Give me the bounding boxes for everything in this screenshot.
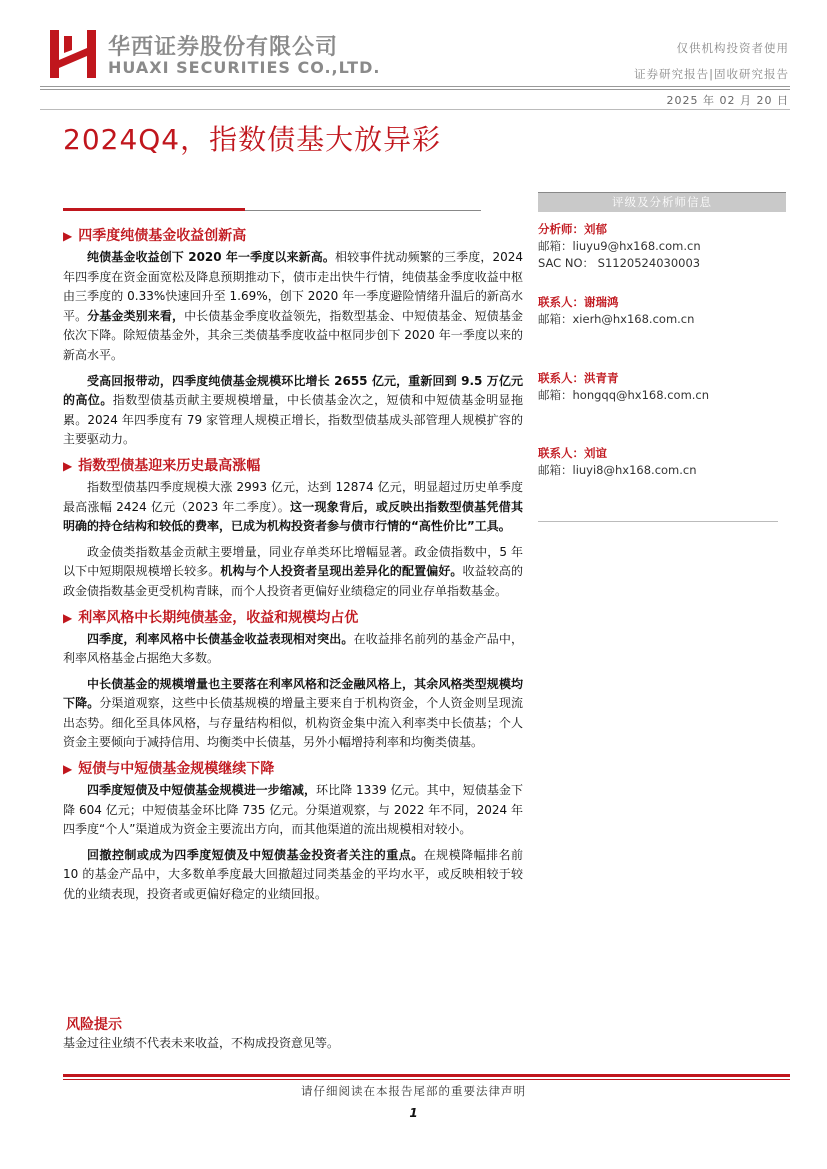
- section-heading: [63, 456, 523, 476]
- body-paragraph: [63, 846, 523, 905]
- analyst-info-heading: 评级及分析师信息: [538, 192, 786, 212]
- header-divider: [40, 86, 790, 87]
- emphasis-text: 受高回报带动，四季度纯债基金规模环比增长 2655 亿元，重新回到 9.5 万亿元的高位。: [63, 373, 523, 408]
- emphasis-text: 四季度短债及中短债基金规模进一步缩减，: [87, 783, 317, 798]
- body-text: 环比降 1339 亿元。其中，短债基金下降 604 亿元；中短债基金环比降 735 亿元。分渠道观察，与 2022 年不同，2024 年四季度“个人”渠道成为资金主要流出方向，而其他渠道的流出规模相对较小。: [63, 783, 523, 837]
- contact-card: [538, 445, 697, 479]
- body-text: 指数型债基四季度规模大涨 2993 亿元，达到 12874 亿元，明显超过历史单季度最高涨幅 2424 亿元（2023 年二季度）。: [63, 479, 523, 514]
- email-label: 邮箱：: [538, 239, 573, 253]
- person-role: 联系人：: [538, 295, 584, 309]
- body-text: 收益较高的政金债指数基金更受机构青睐，而个人投资者更偏好业绩稳定的同业存单指数基金。: [63, 564, 523, 598]
- email-link[interactable]: xierh@hx168.com.cn: [572, 312, 695, 326]
- report-body: [63, 226, 523, 911]
- section-heading-text: 指数型债基迎来历史最高涨幅: [78, 457, 261, 474]
- contact-card: [538, 370, 709, 404]
- email-label: 邮箱：: [538, 312, 573, 326]
- person-name: 刘谊: [584, 446, 607, 460]
- footer-divider: [63, 1074, 790, 1077]
- emphasis-text: 这一现象背后，或反映出指数型债基凭借其明确的持仓结构和较低的费率，已成为机构投资者参与债市行情的“高性价比”工具。: [63, 499, 523, 534]
- person-role: 分析师：: [538, 222, 584, 236]
- title-accent-bar: [63, 208, 245, 211]
- body-paragraph: [63, 248, 523, 366]
- body-paragraph: [63, 543, 523, 602]
- risk-heading: 风险提示: [66, 1017, 122, 1033]
- company-name-en: HUAXI SECURITIES CO.,LTD.: [108, 58, 381, 77]
- email-label: 邮箱：: [538, 388, 573, 402]
- legal-disclaimer: 请仔细阅读在本报告尾部的重要法律声明: [301, 1084, 526, 1098]
- report-date: 2025 年 02 月 20 日: [666, 94, 789, 107]
- body-text: 相较事件扰动频繁的三季度，2024 年四季度在资金面宽松及降息预期推动下，债市走出快牛行情，纯债基金季度收益中枢由三季度的 0.33%快速回升至 1.69%，创下 2020 年一季度避险情绪升温后的新高水平。: [63, 250, 523, 323]
- body-text: 在规模降幅排名前 10 的基金产品中，大多数单季度最大回撤超过同类基金的平均水平，或反映相较于较优的业绩表现，投资者或更偏好稳定的业绩回报。: [63, 847, 523, 902]
- emphasis-text: 中长债基金的规模增量也主要落在利率风格和泛金融风格上，其余风格类型规模均下降。: [63, 676, 523, 711]
- title-accent-line: [245, 210, 481, 211]
- body-paragraph: [63, 478, 523, 537]
- email-link[interactable]: hongqq@hx168.com.cn: [572, 388, 710, 402]
- body-text: 中长债基金季度收益领先，指数型基金、中短债基金、短债基金依次下降。除短债基金外，其余三类债基季度收益中枢同步创下 2020 年一季度以来的新高水平。: [63, 308, 523, 362]
- sidebar-divider: [538, 521, 778, 522]
- section-heading-text: 利率风格中长期纯债基金，收益和规模均占优: [78, 609, 359, 626]
- person-name: 谢瑞鸿: [584, 295, 619, 309]
- body-text: 在收益排名前列的基金产品中，利率风格基金占据绝大多数。: [63, 631, 523, 666]
- emphasis-text: 机构与个人投资者呈现出差异化的配置偏好。: [220, 564, 463, 579]
- person-name: 刘郁: [584, 222, 607, 236]
- date-divider: [40, 109, 790, 110]
- email-link[interactable]: liuyu9@hx168.com.cn: [572, 239, 701, 253]
- section-heading-text: 四季度纯债基金收益创新高: [78, 228, 247, 244]
- sac-number: SAC NO： S1120524030003: [538, 256, 701, 270]
- section-heading: [63, 608, 523, 628]
- person-role: 联系人：: [538, 371, 584, 385]
- emphasis-text: 四季度，利率风格中长债基金收益表现相对突出。: [87, 631, 354, 646]
- page-number: 1: [409, 1106, 418, 1120]
- person-name: 洪青青: [584, 371, 619, 385]
- triangle-bullet-icon: ▶: [63, 610, 73, 625]
- risk-text: 基金过往业绩不代表未来收益，不构成投资意见等。: [63, 1036, 340, 1050]
- report-type-tag: 证券研究报告|固收研究报告: [634, 67, 789, 81]
- footer-divider: [63, 1079, 790, 1080]
- emphasis-text: 纯债基金收益创下 2020 年一季度以来新高。: [87, 250, 335, 264]
- body-text: 指数型债基贡献主要规模增量，中长债基金次之，短债和中短债基金明显拖累。2024 年四季度有 79 家管理人规模正增长，指数型债基成头部管理人规模扩容的主要驱动力。: [63, 393, 523, 447]
- triangle-bullet-icon: ▶: [63, 229, 73, 243]
- body-paragraph: [63, 372, 523, 450]
- triangle-bullet-icon: ▶: [63, 762, 73, 777]
- email-label: 邮箱：: [538, 463, 573, 477]
- company-name-cn: 华西证券股份有限公司: [108, 35, 339, 60]
- section-heading: [63, 226, 523, 246]
- emphasis-text: 分基金类别来看，: [87, 308, 185, 323]
- section-heading: [63, 759, 523, 779]
- report-title: 2024Q4，指数债基大放异彩: [63, 123, 442, 156]
- contact-card: [538, 294, 694, 328]
- body-paragraph: [63, 781, 523, 840]
- company-logo-icon: [50, 30, 96, 78]
- emphasis-text: 回撤控制或成为四季度短债及中短债基金投资者关注的重点。: [87, 847, 424, 862]
- body-text: 分渠道观察，这些中长债基规模的增量主要来自于机构资金，个人资金则呈现流出态势。细化至具体风格，与存量结构相似，机构资金集中流入利率类中长债基；个人资金主要倾向于减持信用、均衡类中长债基，另外小幅增持利率和均衡类债基。: [63, 696, 523, 750]
- person-role: 联系人：: [538, 446, 584, 460]
- triangle-bullet-icon: ▶: [63, 458, 73, 473]
- header-divider: [40, 89, 790, 90]
- body-paragraph: [63, 675, 523, 753]
- body-paragraph: [63, 630, 523, 669]
- analyst-card: [538, 221, 701, 272]
- audience-tag: 仅供机构投资者使用: [676, 41, 789, 55]
- section-heading-text: 短债与中短债基金规模继续下降: [78, 761, 275, 778]
- body-text: 政金债类指数基金贡献主要增量，同业存单类环比增幅显著。政金债指数中，5 年以下中短期限规模增长较多。: [63, 544, 523, 579]
- email-link[interactable]: liuyi8@hx168.com.cn: [572, 463, 697, 477]
